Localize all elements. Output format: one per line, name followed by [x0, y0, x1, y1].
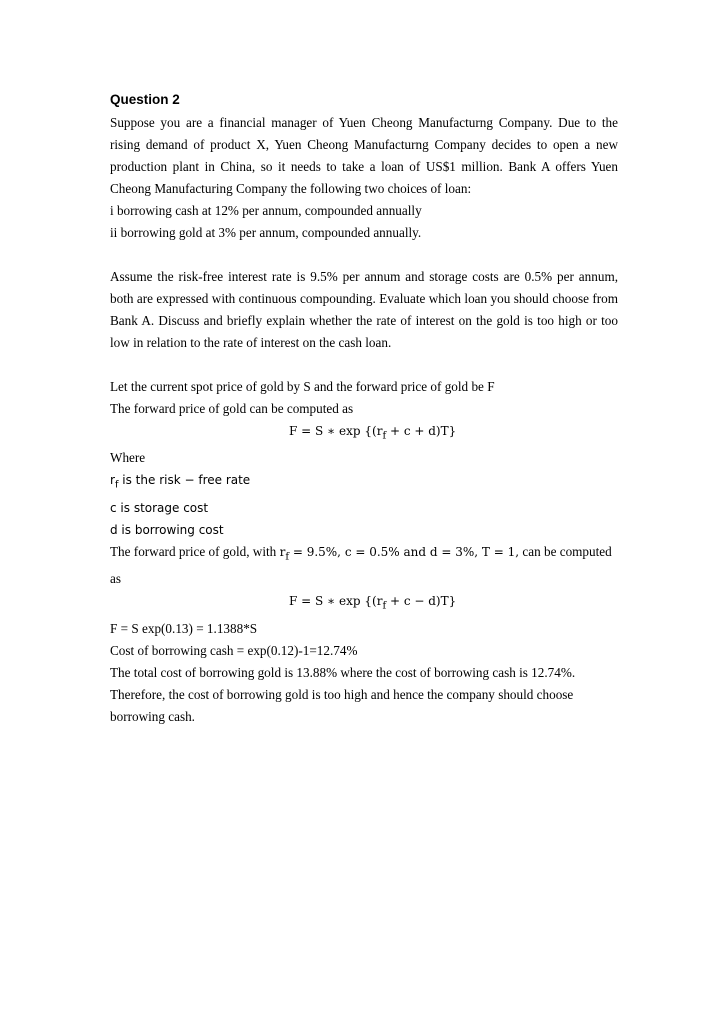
question-heading: Question 2	[110, 92, 180, 107]
equation-1-head: F = S ∗ exp {(r	[289, 424, 383, 438]
computed-with-subscript: f	[285, 551, 290, 563]
computed-with-line	[110, 541, 618, 568]
spacer	[110, 354, 618, 376]
definition-c: c is storage cost	[110, 500, 209, 515]
answer-forward-price-line: The forward price of gold can be computed as	[110, 401, 354, 416]
equation-2-tail: + c − d)T}	[386, 594, 457, 609]
computed-with-prefix: The forward price of gold, with	[110, 543, 280, 559]
equation-2-head: F = S ∗ exp {(r	[289, 594, 383, 609]
computed-with-suffix: can be computed	[519, 543, 612, 559]
computed-with-values: = 9.5%, c = 0.5% and d = 3%, T = 1,	[289, 544, 520, 559]
where-label: Where	[110, 450, 146, 466]
equation-1-subscript: f	[382, 430, 387, 442]
spacer	[110, 244, 618, 266]
result-forward-price: F = S exp(0.13) = 1.1388*S	[110, 620, 258, 636]
result-cash-cost: Cost of borrowing cash = exp(0.12)-1=12.74%	[110, 642, 358, 658]
definition-rf	[110, 469, 618, 496]
document-page	[110, 88, 618, 728]
equation-2-subscript: f	[382, 600, 387, 612]
result-total-cost: The total cost of borrowing gold is 13.88% where the cost of borrowing cash is 12.74%.	[110, 664, 576, 680]
forward-price-equation-1	[110, 420, 618, 447]
forward-price-equation-2	[110, 590, 618, 617]
equation-1-tail: + c + d)T}	[386, 424, 457, 438]
definition-rf-subscript: f	[114, 479, 119, 491]
computed-with-r: r	[279, 544, 286, 559]
definition-rf-symbol: r	[110, 473, 115, 488]
question-paragraph-2: Assume the risk-free interest rate is 9.5% per annum and storage costs are 0.5% per annum, both are expressed with continuous compounding. Evaluate which loan you should choose from Bank A. Discuss and briefly explain whether the rate of interest on the gold is too high or too low in relation to the rate of interest on the cash loan.	[110, 269, 618, 350]
definition-rf-text: is the risk − free rate	[118, 473, 251, 488]
computed-with-math	[279, 544, 520, 563]
as-label: as	[110, 571, 121, 587]
conclusion-paragraph: Therefore, the cost of borrowing gold is too high and hence the company should choose borrowing cash.	[110, 686, 574, 724]
loan-option-ii: ii borrowing gold at 3% per annum, compounded annually.	[110, 225, 422, 240]
definition-d: d is borrowing cost	[110, 522, 224, 537]
question-paragraph-1: Suppose you are a financial manager of Yuen Cheong Manufacturng Company. Due to the rising demand of product X, Yuen Cheong Manufacturng Company decides to open a new production plant in China, so it needs to take a loan of US$1 million. Bank A offers Yuen Cheong Manufacturing Company the following two choices of loan:	[110, 115, 618, 196]
answer-intro-line: Let the current spot price of gold by S and the forward price of gold be F	[110, 379, 495, 394]
loan-option-i: i borrowing cash at 12% per annum, compounded annually	[110, 203, 422, 218]
